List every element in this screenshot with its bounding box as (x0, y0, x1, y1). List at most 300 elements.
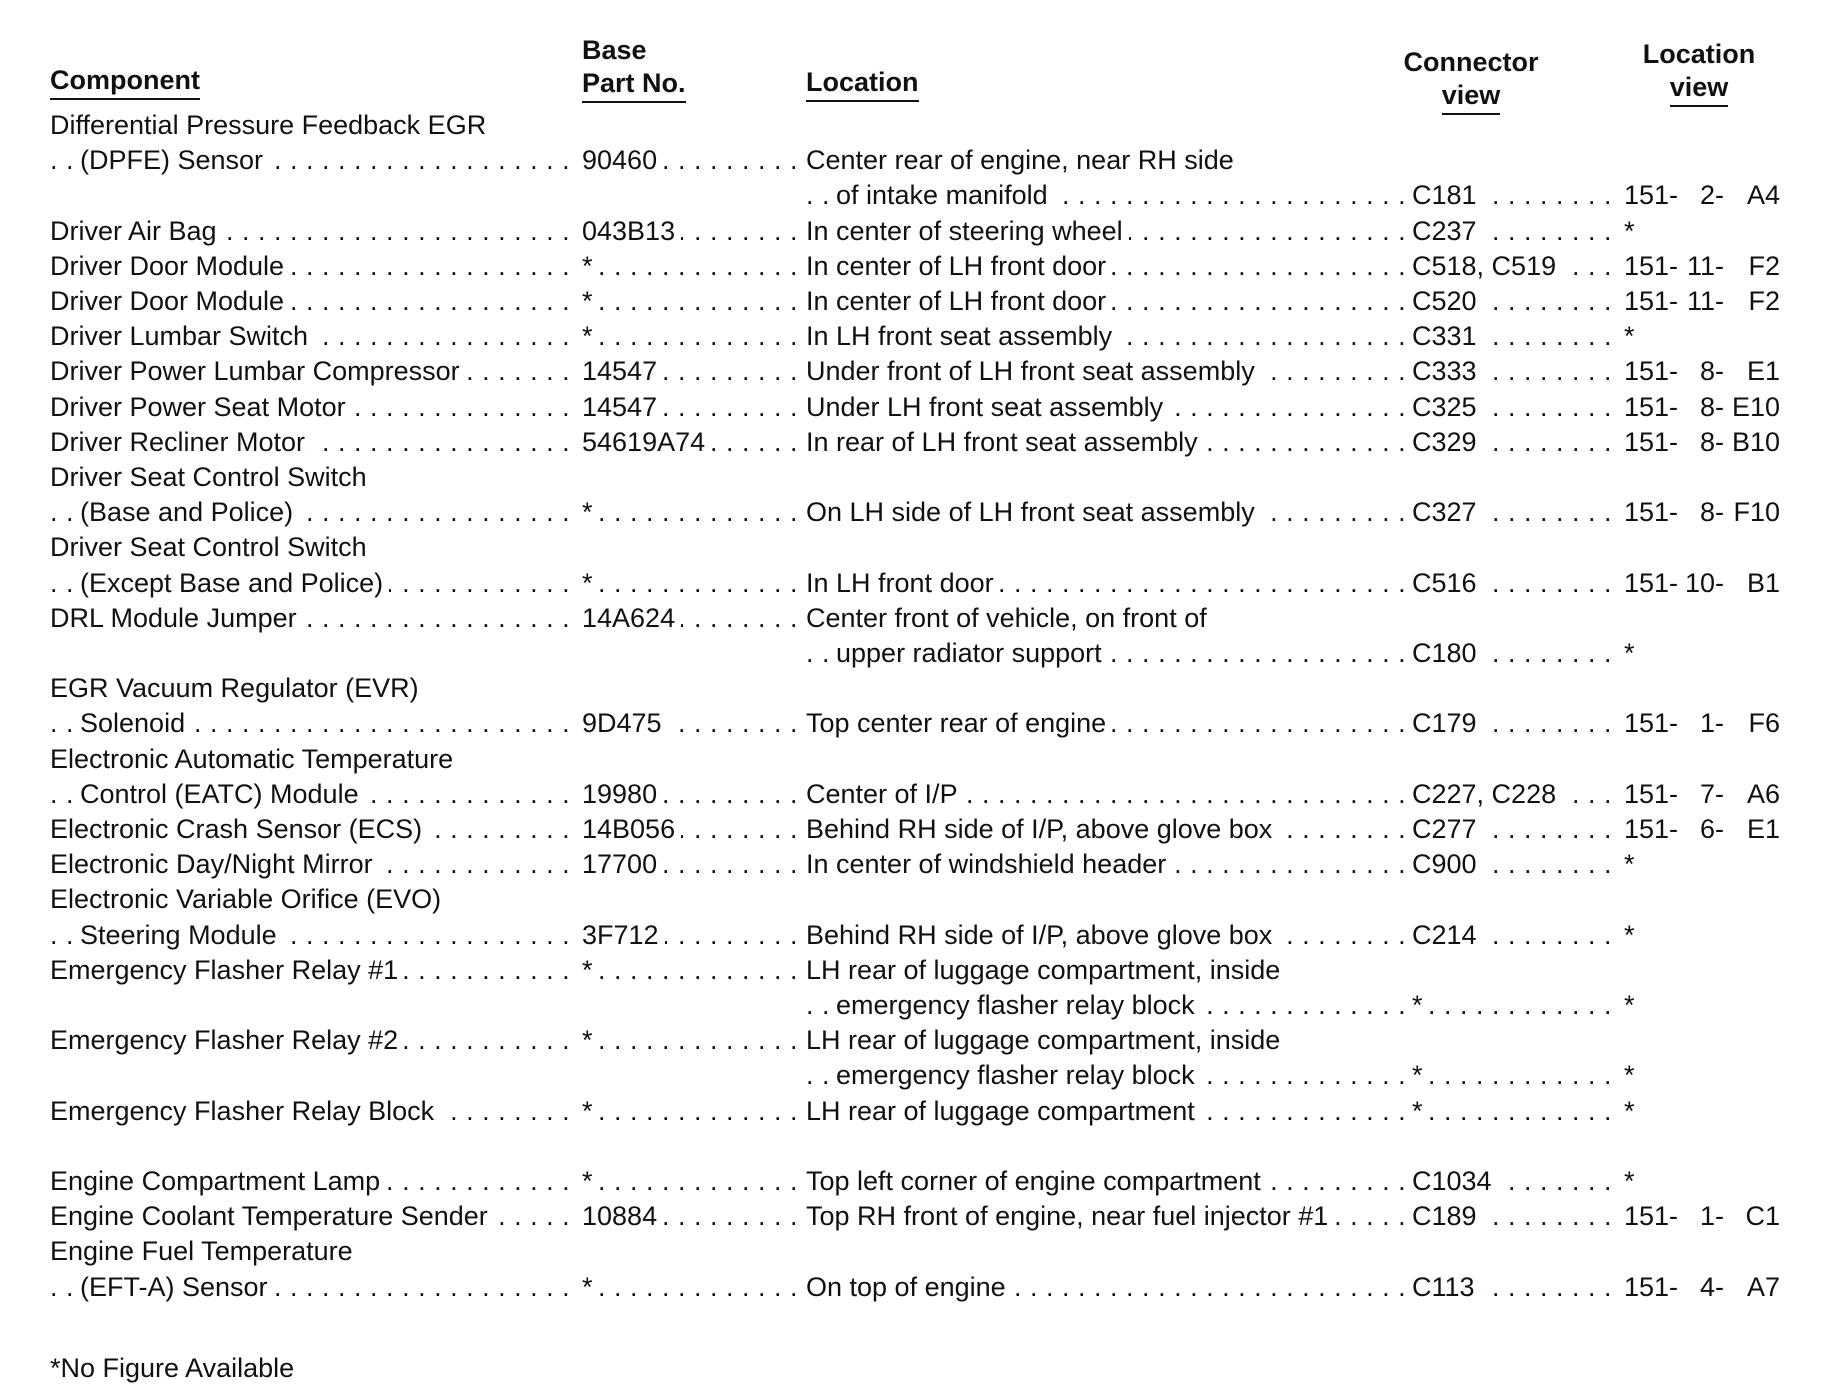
table-row (0, 706, 1824, 741)
location-cell (806, 1094, 1406, 1129)
location-view-cell (1624, 1094, 1824, 1129)
location-view-figure: * (1624, 849, 1635, 880)
connector-id: * (1412, 990, 1429, 1020)
connector-id: C277 (1412, 814, 1483, 844)
component-cell (50, 706, 572, 741)
location-cell (806, 1058, 1406, 1093)
location-view-cell (1624, 214, 1824, 249)
location-view-sheet: 10- (1684, 567, 1724, 598)
location-view-cell (1624, 777, 1824, 812)
location-view-grid: F2 (1748, 250, 1780, 281)
location-cell (806, 425, 1406, 460)
connector-cell (1412, 178, 1612, 213)
component-cell (50, 425, 572, 460)
connector-cell (1412, 214, 1612, 249)
part-number: 17700 (582, 849, 663, 879)
connector-cell (1412, 847, 1612, 882)
connector-id: C518, C519 (1412, 251, 1562, 281)
location-text: In center of windshield header (806, 849, 1172, 879)
connector-id: C327 (1412, 497, 1483, 527)
component-name: Emergency Flasher Relay Block (50, 1096, 440, 1126)
component-cell (50, 1164, 572, 1199)
location-view-cell (1624, 988, 1824, 1023)
connector-id: C113 (1412, 1272, 1481, 1302)
part-number: * (582, 568, 599, 598)
table-row (0, 1234, 1824, 1269)
location-text: Top RH front of engine, near fuel injector #1 (806, 1201, 1334, 1231)
location-view-cell (1624, 847, 1824, 882)
part-number: 14B056 (582, 814, 681, 844)
part-number-cell (582, 284, 800, 319)
location-view-figure: 151- (1624, 426, 1679, 457)
location-view-sheet: 1- (1699, 1201, 1724, 1232)
table-row (0, 988, 1824, 1023)
component-name: Differential Pressure Feedback EGR (50, 110, 492, 140)
table-row (0, 354, 1824, 389)
location-view-grid: B10 (1731, 426, 1780, 457)
component-cell (50, 1199, 572, 1234)
table-row (0, 636, 1824, 671)
location-text: On LH side of LH front seat assembly (806, 497, 1261, 527)
table-row (0, 214, 1824, 249)
location-view-sheet: 11- (1686, 250, 1724, 281)
part-number: 10884 (582, 1201, 663, 1231)
location-view-cell (1624, 425, 1824, 460)
connector-cell (1412, 566, 1612, 601)
connector-cell (1412, 812, 1612, 847)
location-view-figure: * (1624, 1095, 1635, 1126)
connector-id: C1034 (1412, 1166, 1498, 1196)
location-text: Center rear of engine, near RH side (806, 145, 1240, 175)
table-row (0, 425, 1824, 460)
location-text: Top left corner of engine compartment (806, 1166, 1267, 1196)
location-cell (806, 284, 1406, 319)
location-text: LH rear of luggage compartment, inside (806, 955, 1286, 985)
component-cell (50, 847, 572, 882)
table-row (0, 460, 1824, 495)
location-view-sheet: 6- (1699, 814, 1724, 844)
part-number-cell (582, 1094, 800, 1129)
part-number: * (582, 1166, 599, 1196)
connector-id: C180 (1412, 638, 1483, 668)
location-cell (806, 249, 1406, 284)
component-cell (50, 812, 572, 847)
connector-id: C214 (1412, 920, 1483, 950)
location-cell (806, 777, 1406, 812)
part-number: * (582, 1272, 599, 1302)
header-component-label: Component (50, 64, 200, 100)
location-text: Under front of LH front seat assembly (806, 356, 1261, 386)
connector-id: C516 (1412, 568, 1483, 598)
location-text: Center of I/P (806, 779, 964, 809)
component-cell (50, 953, 572, 988)
location-view-grid: F10 (1733, 497, 1780, 528)
component-name: Driver Air Bag (50, 216, 223, 246)
connector-id: C179 (1412, 708, 1483, 738)
location-view-figure: 151- (1624, 814, 1679, 844)
connector-cell (1412, 319, 1612, 354)
header-location-view-top: Location (1642, 39, 1756, 69)
connector-cell (1412, 425, 1612, 460)
header-connector-view (1396, 46, 1546, 115)
location-view-cell (1624, 1199, 1824, 1234)
component-cell (50, 319, 572, 354)
component-name: Driver Seat Control Switch (50, 462, 373, 492)
component-name: Driver Seat Control Switch (50, 532, 373, 562)
location-cell (806, 601, 1406, 636)
location-view-sheet: 11- (1686, 286, 1724, 316)
header-base-part-top: Base (582, 35, 647, 65)
location-text: Behind RH side of I/P, above glove box (806, 814, 1278, 844)
location-view-cell (1624, 636, 1824, 671)
connector-cell (1412, 777, 1612, 812)
location-view-grid: C1 (1745, 1201, 1780, 1232)
component-cell (50, 918, 572, 953)
location-view-sheet: 1- (1699, 708, 1724, 739)
part-number-cell (582, 1270, 800, 1305)
location-text: On top of engine (806, 1272, 1012, 1302)
component-name: Driver Recliner Motor (50, 427, 311, 457)
connector-id: C227, C228 (1412, 779, 1562, 809)
location-text: Behind RH side of I/P, above glove box (806, 920, 1278, 950)
component-cell (50, 882, 572, 917)
component-name: Electronic Day/Night Mirror (50, 849, 379, 879)
location-view-sheet: 8- (1699, 391, 1724, 422)
location-cell (806, 988, 1406, 1023)
part-number: 14547 (582, 356, 663, 386)
part-number-cell (582, 425, 800, 460)
part-number-cell (582, 249, 800, 284)
location-text: In rear of LH front seat assembly (806, 427, 1204, 457)
part-number-cell (582, 777, 800, 812)
location-view-grid: E1 (1746, 356, 1780, 387)
connector-cell (1412, 1058, 1612, 1093)
location-view-cell (1624, 706, 1824, 741)
component-cell (50, 1094, 572, 1129)
connector-cell (1412, 249, 1612, 284)
table-row (0, 390, 1824, 425)
component-cell (50, 354, 572, 389)
location-text: In center of LH front door (806, 251, 1112, 281)
location-cell (806, 636, 1406, 671)
location-view-sheet: 7- (1699, 778, 1724, 809)
component-name: Driver Door Module (50, 251, 290, 281)
part-number-cell (582, 319, 800, 354)
location-view-figure: * (1624, 321, 1635, 352)
part-number: 3F712 (582, 920, 665, 950)
component-name: Engine Compartment Lamp (50, 1166, 386, 1196)
connector-cell (1412, 284, 1612, 319)
location-view-grid: A6 (1746, 778, 1780, 809)
table-row (0, 319, 1824, 354)
component-name: EGR Vacuum Regulator (EVR) (50, 673, 425, 703)
table-row (0, 530, 1824, 565)
component-name: Engine Fuel Temperature (50, 1236, 359, 1266)
table-row (0, 1129, 1824, 1164)
table-row (0, 742, 1824, 777)
location-text: In LH front seat assembly (806, 321, 1118, 351)
connector-cell (1412, 1199, 1612, 1234)
connector-id: C900 (1412, 849, 1483, 879)
location-cell (806, 812, 1406, 847)
location-cell (806, 953, 1406, 988)
header-connector-top: Connector (1403, 47, 1539, 77)
header-component (50, 64, 200, 100)
component-name: Electronic Crash Sensor (ECS) (50, 814, 428, 844)
table-row (0, 495, 1824, 530)
table-row (0, 1199, 1824, 1234)
component-name: (DPFE) Sensor (80, 145, 269, 175)
connector-id: C331 (1412, 321, 1483, 351)
table-row (0, 812, 1824, 847)
component-name: Electronic Variable Orifice (EVO) (50, 884, 447, 914)
part-number: * (582, 286, 599, 316)
location-text: In center of LH front door (806, 286, 1112, 316)
component-name: Engine Coolant Temperature Sender (50, 1201, 494, 1231)
component-name: Steering Module (80, 920, 283, 950)
part-number: * (582, 1025, 599, 1055)
part-number: * (582, 251, 599, 281)
component-cell (50, 742, 572, 777)
location-view-cell (1624, 495, 1824, 530)
connector-id: C329 (1412, 427, 1483, 457)
part-number-cell (582, 214, 800, 249)
component-name: Driver Power Seat Motor (50, 392, 352, 422)
component-cell (50, 460, 572, 495)
location-view-sheet: 8- (1699, 426, 1724, 457)
table-row (0, 953, 1824, 988)
connector-cell (1412, 354, 1612, 389)
location-cell (806, 566, 1406, 601)
header-location-view-bottom: view (1670, 71, 1729, 107)
table-row (0, 847, 1824, 882)
part-number-cell (582, 354, 800, 389)
location-view-grid: A4 (1746, 180, 1780, 211)
component-name: (Base and Police) (80, 497, 299, 527)
location-cell (806, 1270, 1406, 1305)
part-number: 043B13 (582, 216, 681, 246)
part-number-cell (582, 143, 800, 178)
component-cell (50, 495, 572, 530)
table-row (0, 143, 1824, 178)
location-view-grid: F6 (1748, 708, 1780, 739)
location-view-cell (1624, 354, 1824, 389)
location-text: In LH front door (806, 568, 1000, 598)
location-view-figure: * (1624, 215, 1635, 246)
table-row (0, 918, 1824, 953)
location-view-cell (1624, 1058, 1824, 1093)
location-view-grid: B1 (1746, 567, 1780, 598)
connector-cell (1412, 495, 1612, 530)
location-view-cell (1624, 249, 1824, 284)
location-cell (806, 143, 1406, 178)
location-view-figure: 151- (1624, 356, 1679, 387)
location-view-sheet: 2- (1699, 180, 1724, 211)
part-number-cell (582, 566, 800, 601)
part-number: 90460 (582, 145, 663, 175)
part-number: 14547 (582, 392, 663, 422)
connector-cell (1412, 636, 1612, 671)
header-location (806, 66, 919, 102)
location-view-figure: * (1624, 1166, 1635, 1196)
table-row (0, 284, 1824, 319)
location-view-cell (1624, 1270, 1824, 1305)
component-cell (50, 390, 572, 425)
component-cell (50, 671, 572, 706)
component-name: Solenoid (80, 708, 191, 738)
table-row (0, 1270, 1824, 1305)
component-cell (50, 530, 572, 565)
part-number: 14A624 (582, 603, 681, 633)
connector-cell (1412, 1270, 1612, 1305)
location-cell (806, 390, 1406, 425)
location-text: Under LH front seat assembly (806, 392, 1169, 422)
connector-id: * (1412, 1096, 1429, 1126)
location-view-sheet: 8- (1699, 356, 1724, 387)
table-row (0, 671, 1824, 706)
connector-id: * (1412, 1060, 1429, 1090)
location-view-cell (1624, 390, 1824, 425)
table-row (0, 249, 1824, 284)
component-name: Emergency Flasher Relay #1 (50, 955, 404, 985)
location-text: LH rear of luggage compartment (806, 1096, 1201, 1126)
part-number-cell (582, 953, 800, 988)
location-view-figure: * (1624, 638, 1635, 668)
connector-id: C189 (1412, 1201, 1483, 1231)
component-cell (50, 777, 572, 812)
location-cell (806, 918, 1406, 953)
part-number-cell (582, 918, 800, 953)
location-view-figure: 151- (1624, 391, 1679, 422)
part-number-cell (582, 390, 800, 425)
connector-cell (1412, 918, 1612, 953)
component-cell (50, 108, 572, 143)
part-number-cell (582, 1199, 800, 1234)
location-view-figure: 151- (1624, 567, 1679, 598)
location-view-figure: 151- (1624, 778, 1679, 809)
location-view-sheet: 8- (1699, 497, 1724, 528)
part-number: * (582, 1096, 599, 1126)
connector-cell (1412, 1164, 1612, 1199)
table-row (0, 178, 1824, 213)
part-number: * (582, 497, 599, 527)
table-row (0, 1094, 1824, 1129)
location-cell (806, 1164, 1406, 1199)
connector-id: C325 (1412, 392, 1483, 422)
header-location-label: Location (806, 66, 919, 102)
table-row (0, 1058, 1824, 1093)
location-text: emergency flasher relay block (836, 990, 1201, 1020)
part-number: * (582, 321, 599, 351)
location-text: Top center rear of engine (806, 708, 1112, 738)
component-cell (50, 284, 572, 319)
part-number-cell (582, 601, 800, 636)
location-view-cell (1624, 178, 1824, 213)
location-view-figure: 151- (1624, 1271, 1679, 1302)
part-number: 54619A74 (582, 427, 711, 457)
location-cell (806, 178, 1406, 213)
location-text: upper radiator support (836, 638, 1108, 668)
table-row (0, 1164, 1824, 1199)
component-name: Emergency Flasher Relay #2 (50, 1025, 404, 1055)
location-view-grid: E1 (1746, 814, 1780, 844)
location-view-grid: E10 (1731, 391, 1780, 422)
location-cell (806, 1023, 1406, 1058)
location-text: of intake manifold (836, 180, 1054, 210)
location-cell (806, 706, 1406, 741)
location-view-figure: * (1624, 990, 1635, 1020)
component-cell (50, 601, 572, 636)
table-row (0, 777, 1824, 812)
component-cell (50, 1234, 572, 1269)
location-view-figure: 151- (1624, 497, 1679, 528)
part-number-cell (582, 706, 800, 741)
connector-id: C181 (1412, 180, 1483, 210)
component-cell (50, 214, 572, 249)
component-name: (Except Base and Police) (80, 568, 389, 598)
component-name: DRL Module Jumper (50, 603, 303, 633)
connector-id: C237 (1412, 216, 1483, 246)
part-number-cell (582, 1164, 800, 1199)
connector-cell (1412, 988, 1612, 1023)
location-view-grid: A7 (1746, 1271, 1780, 1302)
location-text: emergency flasher relay block (836, 1060, 1201, 1090)
location-view-sheet: 4- (1699, 1271, 1724, 1302)
location-view-figure: 151- (1624, 180, 1679, 211)
location-view-cell (1624, 1164, 1824, 1199)
table-row (0, 601, 1824, 636)
header-location-view (1624, 38, 1774, 107)
location-view-grid: F2 (1748, 286, 1780, 316)
component-cell (50, 1270, 572, 1305)
location-cell (806, 319, 1406, 354)
location-text: Center front of vehicle, on front of (806, 603, 1213, 633)
location-view-figure: 151- (1624, 708, 1679, 739)
location-view-figure: 151- (1624, 1201, 1679, 1232)
location-view-cell (1624, 812, 1824, 847)
component-name: Driver Power Lumbar Compressor (50, 356, 466, 386)
header-connector-bottom: view (1442, 79, 1501, 115)
location-view-figure: 151- (1624, 250, 1679, 281)
part-number-cell (582, 495, 800, 530)
connector-cell (1412, 1094, 1612, 1129)
header-base-part-bottom: Part No. (582, 67, 686, 103)
part-number-cell (582, 812, 800, 847)
component-cell (50, 1023, 572, 1058)
location-view-cell (1624, 319, 1824, 354)
connector-cell (1412, 390, 1612, 425)
location-cell (806, 354, 1406, 389)
component-cell (50, 249, 572, 284)
location-view-figure: * (1624, 1060, 1635, 1091)
component-cell (50, 566, 572, 601)
location-cell (806, 1199, 1406, 1234)
component-name: Driver Lumbar Switch (50, 321, 314, 351)
connector-id: C333 (1412, 356, 1483, 386)
table-row (0, 108, 1824, 143)
location-text: LH rear of luggage compartment, inside (806, 1025, 1286, 1055)
component-name: Driver Door Module (50, 286, 290, 316)
header-base-part (582, 34, 686, 103)
table-row (0, 566, 1824, 601)
footnote: *No Figure Available (50, 1353, 295, 1383)
connector-id: C520 (1412, 286, 1483, 316)
component-name: Control (EATC) Module (80, 779, 365, 809)
location-cell (806, 847, 1406, 882)
part-number: 9D475 (582, 708, 668, 738)
table-row (0, 882, 1824, 917)
part-number: * (582, 955, 599, 985)
